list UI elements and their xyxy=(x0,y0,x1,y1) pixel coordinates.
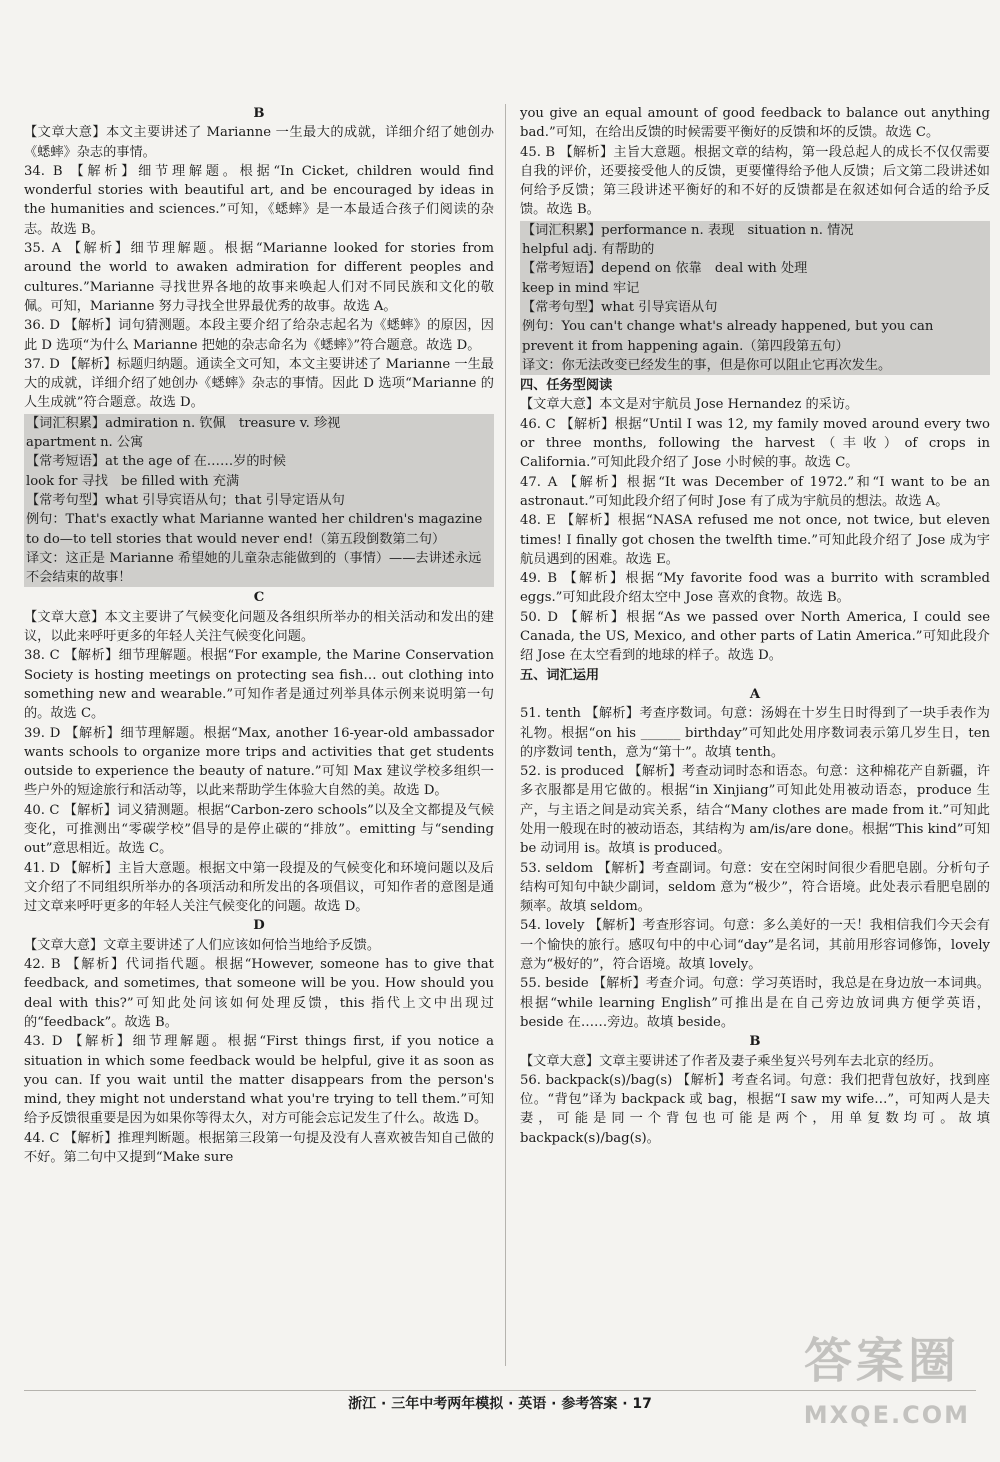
watermark-logo xyxy=(770,1333,980,1442)
page-footer: 浙江 · 三年中考两年模拟 · 英语 · 参考答案 · 17 xyxy=(348,1396,652,1412)
answer-paragraph: 【文章大意】文章主要讲述了人们应该如何恰当地给予反馈。 xyxy=(24,937,381,953)
section-letter: D xyxy=(253,918,265,934)
knowledge-line: 【常考句型】what 引导宾语从句 xyxy=(522,299,718,315)
knowledge-line: apartment n. 公寓 xyxy=(26,435,144,451)
answer-paragraph: 49. B 【解析】根据“My favorite food was a burrito with scrambled eggs.”可知此段介绍太空中 Jose 喜欢的食物。故选 B。 xyxy=(520,571,990,606)
answer-paragraph: 36. D 【解析】词句猜测题。本段主要介绍了给杂志起名为《蟋蟀》的原因，因此 D 选项“为什么 Marianne 把她的杂志命名为《蟋蟀》”符合题意。故选 D。 xyxy=(24,318,494,353)
section-letter: B xyxy=(253,106,265,121)
knowledge-line: keep in mind 牢记 xyxy=(522,280,640,296)
answer-paragraph: you give an equal amount of good feedback to balance out anything bad.”可知，在给出反馈的时候需要平衡好的反馈和坏的反馈。故选 C。 xyxy=(520,106,990,141)
section-letter: B xyxy=(749,1034,761,1050)
knowledge-line: 【常考句型】what 引导宾语从句；that 引导定语从句 xyxy=(26,492,345,508)
answer-paragraph: 43. D 【解析】细节理解题。根据“First things first, if you notice a situation in which some feedback would be helpful, give it as soon as you can. If you wait until the matter disappears from the person's mind, they might not understand what you're trying to tell them.”可知给予反馈很重要是因为如果你等得太久，对方可能会忘记发生了什么。故选 D。 xyxy=(24,1034,494,1127)
section-letter: C xyxy=(253,590,265,606)
answer-paragraph: 34. B 【解析】细节理解题。根据“In Cicket, children would find wonderful stories with beautiful art, and be encouraged by ideas in the humanities and sciences.”可知，《蟋蟀》是一本最适合孩子们阅读的杂志。故选 B。 xyxy=(24,163,494,237)
answer-paragraph: 54. lovely 【解析】考查形容词。句意：多么美好的一天！我相信我们今天会有一个愉快的旅行。感叹句中的中心词“day”是名词，其前用形容词修饰，lovely 意为“极好的”，符合语境。故填 lovely。 xyxy=(520,918,990,973)
left-column xyxy=(24,104,494,1167)
answer-paragraph: 38. C 【解析】细节理解题。根据“For example, the Marine Conservation Society is hosting meetings on protecting sea fish… out clothing into something new and wearable.”可知作者是通过列举具体示例来说明第一句的。故选 C。 xyxy=(24,648,494,722)
answer-paragraph: 40. C 【解析】词义猜测题。根据“Carbon-zero schools”以及全文都提及气候变化，可推测出“零碳学校”倡导的是停止碳的“排放”。emitting 与“sending out”意思相近。故选 C。 xyxy=(24,802,494,857)
knowledge-line: helpful adj. 有帮助的 xyxy=(522,242,655,258)
answer-paragraph: 35. A 【解析】细节理解题。根据“Marianne looked for stories from around the world to awaken admiration for different peoples and cultures.”Marianne 寻找世界各地的故事来唤起人们对不同民族和文化的敬佩。可知，Marianne 努力寻找全世界最优秀的故事。故选 A。 xyxy=(24,241,494,314)
answer-paragraph: 50. D 【解析】根据“As we passed over North America, I could see Canada, the US, Mexico, and other parts of Latin America.”可知此段介绍 Jose 在太空看到的地球的样子。故选 D。 xyxy=(520,609,990,664)
answer-paragraph: 42. B 【解析】代词指代题。根据“However, someone has to give that feedback, and sometimes, that someone will be you. How should you deal with this?”可知此处问该如何处理反馈，this 指代上文中出现过的“feedback”。故选 B。 xyxy=(24,957,494,1030)
knowledge-box xyxy=(520,221,990,375)
answer-paragraph: 45. B 【解析】主旨大意题。根据文章的结构，第一段总起人的成长不仅仅需要自我的评价，还要接受他人的反馈，更要懂得给予他人反馈；后文第二段讲述如何给予反馈；第三段讲述平衡好的和不好的反馈都是在叙述如何合适的给予反馈。故选 B。 xyxy=(520,144,990,218)
knowledge-line: 【词汇积累】admiration n. 钦佩 treasure v. 珍视 xyxy=(26,415,341,431)
answer-paragraph: 47. A 【解析】根据“It was December of 1972.”和“I want to be an astronaut.”可知此段介绍了何时 Jose 有了成为宇航员的想法。故选 A。 xyxy=(520,474,990,509)
knowledge-line: 例句：That's exactly what Marianne wanted her children's magazine to do—to tell stories that would never end!（第五段倒数第二句） xyxy=(26,512,483,547)
answer-paragraph: 【文章大意】文章主要讲述了作者及妻子乘坐复兴号列车去北京的经历。 xyxy=(520,1053,942,1069)
knowledge-line: 【常考短语】at the age of 在……岁的时候 xyxy=(26,454,286,470)
watermark-url: MXQE.COM xyxy=(803,1401,970,1429)
knowledge-line: 【词汇积累】performance n. 表现 situation n. 情况 xyxy=(522,222,854,238)
section-letter: A xyxy=(749,686,761,702)
answer-paragraph: 37. D 【解析】标题归纳题。通读全文可知，本文主要讲述了 Marianne 一生最大的成就，详细介绍了她创办《蟋蟀》杂志的事情。因此 D 选项“Marianne 的人生成就”符合题意。故选 D。 xyxy=(24,356,494,411)
knowledge-line: look for 寻找 be filled with 充满 xyxy=(26,473,240,489)
answer-paragraph: 【文章大意】本文是对宇航员 Jose Hernandez 的采访。 xyxy=(520,397,859,413)
answer-paragraph: 44. C 【解析】推理判断题。根据第三段第一句提及没有人喜欢被告知自己做的不好。第二句中又提到“Make sure xyxy=(24,1130,494,1166)
answer-paragraph: 48. E 【解析】根据“NASA refused me not once, not twice, but eleven times! I finally got chosen the twelfth time.”可知此段介绍了 Jose 成为宇航员遇到的困难。故选 E。 xyxy=(520,513,990,567)
answer-paragraph: 55. beside 【解析】考查介词。句意：学习英语时，我总是在身边放一本词典。根据“while learning English”可推出是在自己旁边放词典方便学英语，beside 在……旁边。故填 beside。 xyxy=(520,976,990,1030)
knowledge-line: 译文：你无法改变已经发生的事，但是你可以阻止它再次发生。 xyxy=(522,357,892,373)
answer-paragraph: 39. D 【解析】细节理解题。根据“Max, another 16-year-old ambassador wants schools to organize more trips and activities that get students outside to experience the beauty of nature.”可知 Max 建议学校多组织一些户外的短途旅行和活动等，以此来帮助学生体验大自然的美。故选 D。 xyxy=(24,725,494,799)
column-divider xyxy=(505,104,506,1366)
watermark-text: 答案圈 xyxy=(803,1333,960,1389)
answer-paragraph: 【文章大意】本文主要讲述了 Marianne 一生最大的成就，详细介绍了她创办《蟋蟀》杂志的事情。 xyxy=(24,125,494,160)
answer-paragraph: 51. tenth 【解析】考查序数词。句意：汤姆在十岁生日时得到了一块手表作为礼物。根据“on his ______ birthday”可知此处用序数词表示第几岁生日，ten 的序数词 tenth，意为“第十”。故填 tenth。 xyxy=(520,706,990,760)
answer-paragraph: 41. D 【解析】主旨大意题。根据文中第一段提及的气候变化和环境问题以及后文介绍了不同组织所举办的各项活动和所发出的各项倡议，可知作者的意图是通过文章来呼吁更多的年轻人关注气候变化的问题。故选 D。 xyxy=(24,860,494,915)
answer-paragraph: 【文章大意】本文主要讲了气候变化问题及各组织所举办的相关活动和发出的建议，以此来呼吁更多的年轻人关注气候变化问题。 xyxy=(24,609,494,645)
knowledge-line: 例句：You can't change what's already happened, but you can prevent it from happening again.（第四段第五句） xyxy=(522,319,934,354)
knowledge-box xyxy=(24,414,494,588)
answer-paragraph: 53. seldom 【解析】考查副词。句意：安在空闲时间很少看肥皂剧。分析句子结构可知句中缺少副词，seldom 意为“极少”，符合语境。此处表示看肥皂剧的频率。故填 seldom。 xyxy=(520,860,990,915)
answer-paragraph: 52. is produced 【解析】考查动词时态和语态。句意：这种棉花产自新疆，许多衣服都是用它做的。根据“in Xinjiang”可知此处用被动语态，produce 生产，与主语之间是动宾关系，结合“Many clothes are made from it.”可知此处用一般现在时的被动语态，其结构为 am/is/are done。根据“This kind”可知 be 动词用 is。故填 is produced。 xyxy=(520,764,990,857)
knowledge-line: 【常考短语】depend on 依靠 deal with 处理 xyxy=(522,261,808,277)
answer-paragraph: 46. C 【解析】根据“Until I was 12, my family moved around every two or three months, following the harvest（丰收）of crops in California.”可知此段介绍了 Jose 小时候的事。故选 C。 xyxy=(520,416,990,471)
answer-paragraph: 56. backpack(s)/bag(s) 【解析】考查名词。句意：我们把背包放好，找到座位。“背包”译为 backpack 或 bag，根据“I saw my wife…”，可知两人是夫妻，可能是同一个背包也可能是两个，用单复数均可。故填 backpack(s)/bag(s)。 xyxy=(520,1072,990,1146)
knowledge-line: 译文：这正是 Marianne 希望她的儿童杂志能做到的（事情）——去讲述永远不会结束的故事！ xyxy=(26,550,482,586)
section-heading: 五、词汇运用 xyxy=(520,667,600,683)
section-heading: 四、任务型阅读 xyxy=(520,378,613,394)
right-column xyxy=(520,104,990,1148)
